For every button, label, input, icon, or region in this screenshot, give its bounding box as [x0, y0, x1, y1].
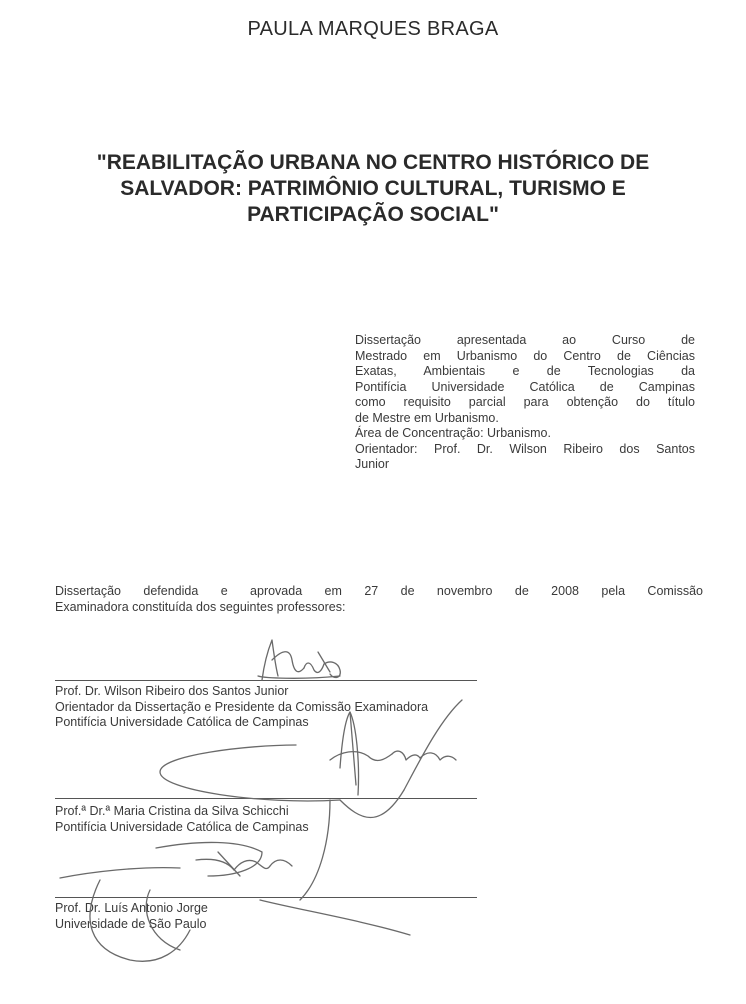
thesis-title: [40, 150, 706, 228]
member-institution: Pontifícia Universidade Católica de Campinas: [55, 715, 309, 729]
description-line: Pontifícia Universidade Católica de Campinas: [355, 379, 695, 394]
defense-line: Examinadora constituída dos seguintes professores:: [55, 600, 346, 614]
member-institution: Universidade de São Paulo: [55, 916, 207, 931]
dissertation-description: [355, 333, 695, 473]
signature-1: [258, 640, 340, 680]
member-institution: Pontifícia Universidade Católica de Campinas: [55, 819, 309, 834]
committee-member: [55, 804, 309, 835]
defense-line: Dissertação defendida e aprovada em 27 de novembro de 2008 pela Comissão: [55, 584, 703, 598]
description-line: Exatas, Ambientais e de Tecnologias da: [355, 364, 695, 378]
member-name: Prof. Dr. Luís Antonio Jorge: [55, 901, 208, 915]
description-line: de Mestre em Urbanismo.: [355, 410, 499, 425]
committee-member: [55, 901, 208, 932]
member-name: Prof. Dr. Wilson Ribeiro dos Santos Junior: [55, 684, 289, 698]
member-name: Prof.ª Dr.ª Maria Cristina da Silva Schicchi: [55, 804, 289, 818]
signature-line: [55, 798, 477, 799]
description-line: Orientador: Prof. Dr. Wilson Ribeiro dos Santos: [355, 441, 695, 456]
description-line: Mestrado em Urbanismo do Centro de Ciências: [355, 348, 695, 363]
defense-statement: [55, 583, 703, 615]
description-line: Área de Concentração: Urbanismo.: [355, 426, 551, 440]
description-line: Junior: [355, 457, 390, 471]
description-line: como requisito parcial para obtenção do título: [355, 395, 695, 409]
signature-line: [55, 897, 477, 898]
committee-member: [55, 684, 428, 731]
title-line: "REABILITAÇÃO URBANA NO CENTRO HISTÓRICO DE: [96, 151, 650, 174]
member-role: Orientador da Dissertação e Presidente da Comissão Examinadora: [55, 699, 429, 714]
description-line: Dissertação apresentada ao Curso de: [355, 333, 695, 347]
signature-line: [55, 680, 477, 681]
title-line: SALVADOR: PATRIMÔNIO CULTURAL, TURISMO E: [120, 177, 626, 200]
author-name: PAULA MARQUES BRAGA: [247, 18, 499, 40]
title-line: PARTICIPAÇÃO SOCIAL": [247, 203, 499, 226]
